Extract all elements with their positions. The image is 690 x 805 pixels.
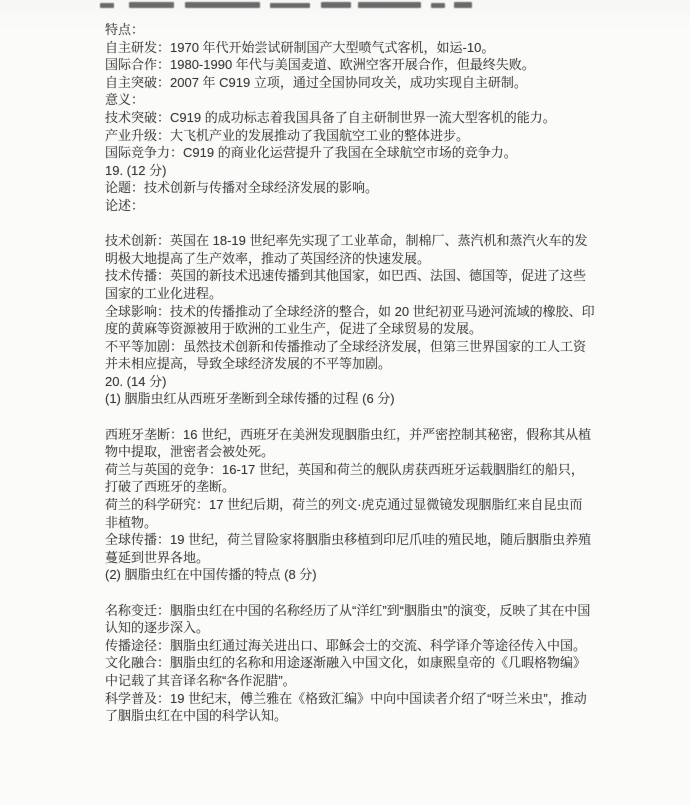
item-thesis: 论题：技术创新与传播对全球经济发展的影响。: [105, 180, 379, 196]
item-independent-rd: 自主研发：1970 年代开始尝试研制国产大型喷气式客机，如运-10。: [105, 39, 495, 55]
item-dutch-scientific-research: 荷兰的科学研究：17 世纪后期，荷兰的列文·虎克通过显微镜发现胭脂红来自昆虫而非植物。: [105, 497, 583, 530]
cropped-text-line: [100, 0, 472, 8]
item-tech-innovation: 技术创新：英国在 18-19 世纪率先实现了工业革命，制棉厂、蒸汽机和蒸汽火车的发明极大地提高了生产效率，推动了英国经济的快速发展。: [105, 233, 588, 266]
label-discussion: 论述：: [105, 197, 145, 213]
item-inequality-intensified: 不平等加剧：虽然技术创新和传播推动了全球经济发展，但第三世界国家的工人工资并未相应提高，导致全球经济发展的不平等加剧。: [105, 338, 587, 372]
label-significance: 意义：: [105, 92, 145, 108]
item-international-cooperation: 国际合作：1980-1990 年代与美国麦道、欧洲空客开展合作，但最终失败。: [105, 57, 535, 73]
item-industry-upgrade: 产业升级：大飞机产业的发展推动了我国航空工业的整体进步。: [105, 127, 470, 143]
item-science-popularization: 科学普及：19 世纪末，傅兰雅在《格致汇编》中向中国读者介绍了“呀兰米虫”，推动了胭脂虫红在中国的科学认知。: [105, 690, 587, 724]
cropped-glyph-fragment: [358, 2, 421, 8]
question-20-part-2: (2) 胭脂虫红在中国传播的特点 (8 分): [105, 567, 317, 583]
item-independent-breakthrough: 自主突破：2007 年 C919 立项，通过全国协同攻关，成功实现自主研制。: [105, 74, 527, 90]
item-name-change: 名称变迁：胭脂虫红在中国的名称经历了从“洋红”到“胭脂虫”的演变，反映了其在中国认知的逐步深入。: [105, 602, 591, 636]
item-global-impact: 全球影响：技术的传播推动了全球经济的整合，如 20 世纪初亚马逊河流域的橡胶、印度的黄麻等资源被用于欧洲的工业生产，促进了全球贸易的发展。: [105, 303, 595, 337]
item-spanish-monopoly: 西班牙垄断：16 世纪，西班牙在美洲发现胭脂虫红，并严密控制其秘密，假称其从植物中提取，泄密者会被处死。: [105, 426, 592, 460]
item-cultural-integration: 文化融合：胭脂虫红的名称和用途逐渐融入中国文化，如康熙皇帝的《几暇格物编》中记载了其音译名称“各作泥腊”。: [105, 655, 587, 688]
question-19-number: 19. (12 分): [105, 162, 167, 178]
cropped-glyph-fragment: [321, 2, 351, 8]
cropped-glyph-fragment: [454, 2, 472, 8]
item-tech-breakthrough: 技术突破：C919 的成功标志着我国具备了自主研制世界一流大型客机的能力。: [105, 109, 556, 125]
item-international-competitiveness: 国际竞争力：C919 的商业化运营提升了我国在全球航空市场的竞争力。: [105, 145, 517, 161]
cropped-glyph-fragment: [185, 2, 260, 8]
item-spread-channels: 传播途径：胭脂虫红通过海关进出口、耶稣会士的交流、科学译介等途径传入中国。: [105, 637, 587, 653]
cropped-glyph-fragment: [431, 3, 445, 8]
item-tech-spread: 技术传播：英国的新技术迅速传播到其他国家，如巴西、法国、德国等，促进了这些国家的工业化进程。: [105, 268, 587, 301]
document-body: [105, 21, 595, 725]
cropped-glyph-fragment: [270, 3, 310, 8]
cropped-glyph-fragment: [100, 3, 114, 8]
item-global-spread: 全球传播：19 世纪，荷兰冒险家将胭脂虫移植到印尼爪哇的殖民地，随后胭脂虫养殖蔓延到世界各地。: [105, 532, 592, 565]
item-dutch-english-competition: 荷兰与英国的竞争：16-17 世纪，英国和荷兰的舰队虏获西班牙运载胭脂红的船只，打破了西班牙的垄断。: [105, 461, 584, 495]
question-20-number: 20. (14 分): [105, 373, 167, 389]
question-20-part-1: (1) 胭脂虫红从西班牙垄断到全球传播的过程 (6 分): [105, 391, 395, 407]
cropped-glyph-fragment: [129, 2, 174, 8]
label-characteristics: 特点：: [105, 22, 145, 37]
